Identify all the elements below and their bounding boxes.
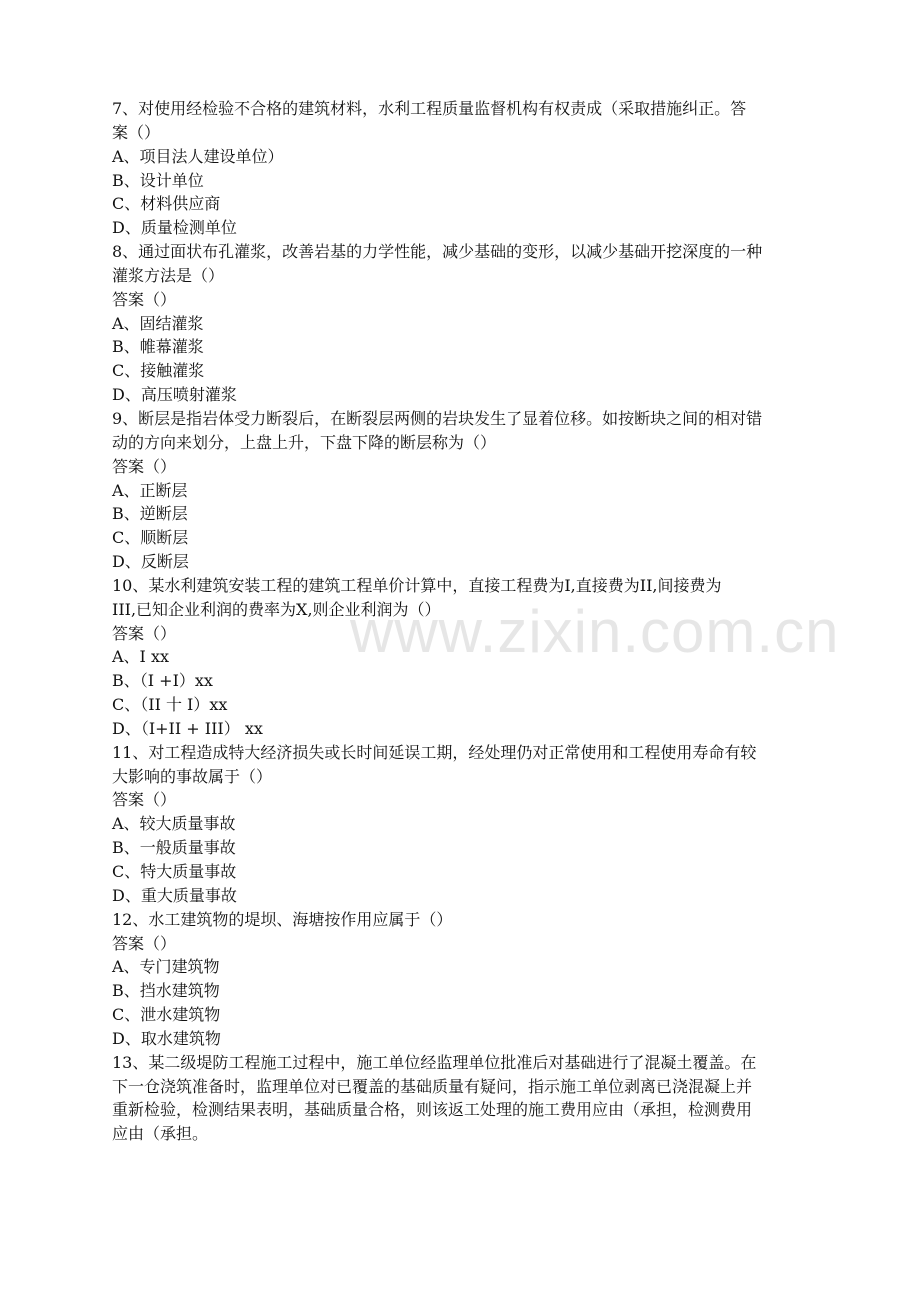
answer-option: C、材料供应商 [112, 194, 221, 214]
answer-option: A、项目法人建设单位） [112, 146, 284, 166]
question-stem-line: III,已知企业利润的费率为X,则企业利润为（） [112, 599, 441, 619]
answer-option: D、重大质量事故 [112, 885, 237, 905]
answer-option: A、专门建筑物 [112, 957, 220, 977]
answer-option: D、质量检测单位 [112, 218, 237, 238]
question-stem-line: 9、断层是指岩体受力断裂后，在断裂层两侧的岩块发生了显着位移。如按断块之间的相对错 [112, 408, 763, 428]
answer-option: B、逆断层 [112, 504, 188, 524]
watermark: www.zixin.com.cn [350, 598, 840, 665]
question-block [112, 407, 808, 574]
answer-option: A、I xx [112, 647, 170, 667]
question-stem-line: 答案（） [112, 933, 177, 953]
question-stem-line: 8、通过面状布孔灌浆，改善岩基的力学性能，减少基础的变形，以减少基础开挖深度的一种 [112, 242, 763, 262]
question-stem-line: 7、对使用经检验不合格的建筑材料，水利工程质量监督机构有权责成（采取措施纠正。答 [112, 99, 747, 118]
answer-option: B、一般质量事故 [112, 838, 236, 858]
question-stem-line: 答案（） [112, 790, 177, 810]
question-stem-line: 答案（） [112, 456, 177, 476]
question-stem-line: 下一仓浇筑准备时，监理单位对已覆盖的基础质量有疑问，指示施工单位剥离已浇混凝上并 [112, 1076, 753, 1096]
question-block [112, 97, 808, 240]
question-block [112, 741, 808, 908]
question-block [112, 1051, 808, 1146]
answer-option: A、固结灌浆 [112, 313, 204, 333]
answer-option: B、帷幕灌浆 [112, 337, 204, 357]
answer-option: B、挡水建筑物 [112, 981, 220, 1001]
answer-option: C、（II 十 I）xx [112, 695, 228, 715]
question-block [112, 908, 808, 1051]
answer-option: B、（I +I）xx [112, 671, 213, 691]
answer-option: C、泄水建筑物 [112, 1005, 221, 1025]
question-block [112, 574, 808, 741]
question-stem-line: 11、对工程造成特大经济损失或长时间延误工期，经处理仍对正常使用和工程使用寿命有较 [112, 742, 757, 762]
document-body [112, 97, 808, 1146]
answer-option: A、正断层 [112, 480, 188, 500]
question-block [112, 240, 808, 407]
question-stem-line: 应由（承担。 [112, 1124, 209, 1144]
answer-option: C、特大质量事故 [112, 862, 237, 881]
question-stem-line: 重新检验，检测结果表明，基础质量合格，则该返工处理的施工费用应由（承担，检测费用 [112, 1100, 753, 1120]
question-stem-line: 动的方向来划分，上盘上升，下盘下降的断层称为（） [112, 432, 497, 452]
answer-option: D、高压喷射灌浆 [112, 385, 237, 405]
answer-option: A、较大质量事故 [112, 814, 236, 834]
answer-option: B、设计单位 [112, 170, 204, 190]
answer-option: D、反断层 [112, 552, 189, 572]
question-stem-line: 答案（） [112, 623, 177, 643]
answer-option: D、取水建筑物 [112, 1028, 221, 1048]
question-stem-line: 12、水工建筑物的堤坝、海塘按作用应属于（） [112, 909, 453, 929]
question-stem-line: 13、某二级堤防工程施工过程中，施工单位经监理单位批准后对基础进行了混凝土覆盖。在 [112, 1052, 757, 1072]
question-stem-line: 答案（） [112, 289, 177, 309]
question-stem-line: 灌浆方法是（） [112, 265, 225, 285]
answer-option: C、顺断层 [112, 528, 189, 548]
question-stem-line: 案（） [112, 122, 161, 142]
answer-option: D、（I+II + III） xx [112, 718, 263, 738]
question-stem-line: 10、某水利建筑安装工程的建筑工程单价计算中，直接工程费为I,直接费为II,间接费为 [112, 575, 722, 595]
question-stem-line: 大影响的事故属于（） [112, 766, 273, 786]
answer-option: C、接触灌浆 [112, 361, 205, 381]
